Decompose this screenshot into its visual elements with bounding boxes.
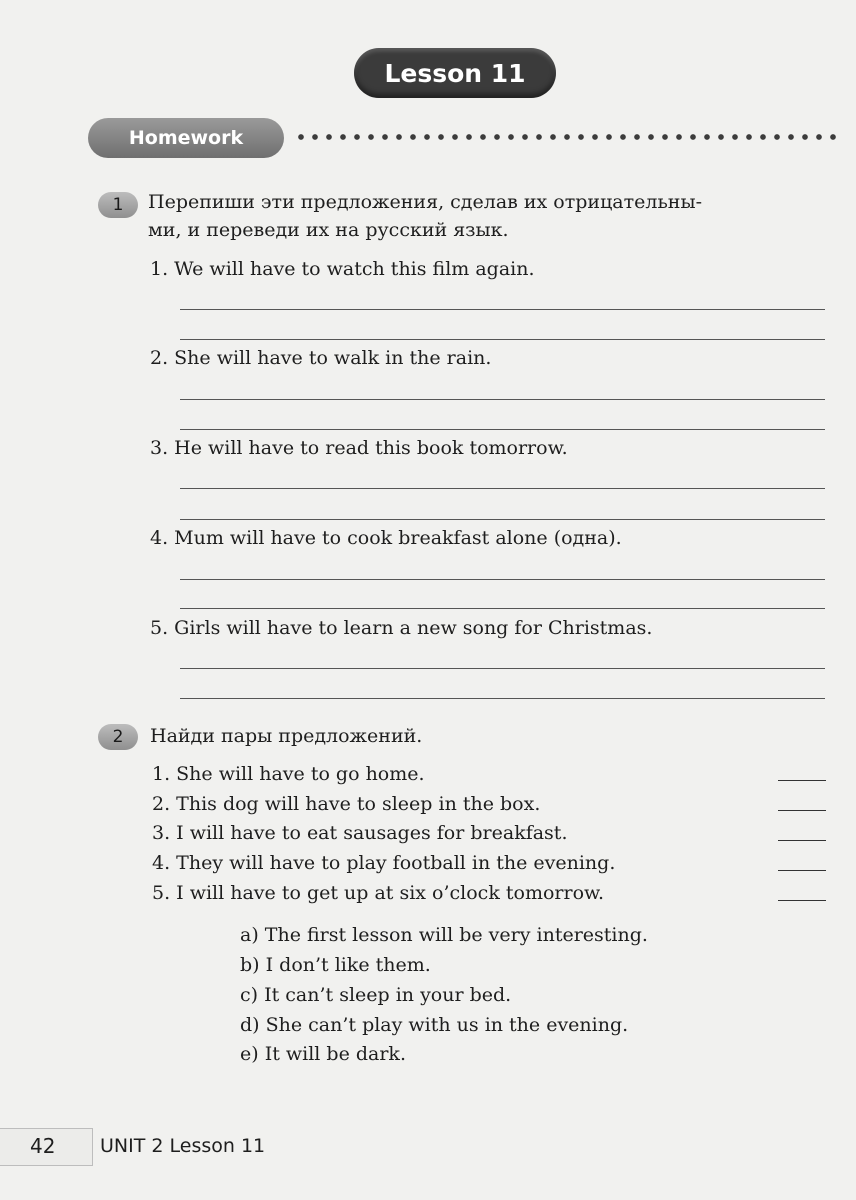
task-2-number-badge: [98, 724, 138, 750]
writing-line[interactable]: [180, 608, 825, 609]
task-1-number-badge: [98, 192, 138, 218]
task-2-number: 2: [112, 727, 124, 747]
task-1-instruction-line-2: ми, и переведи их на русский язык.: [148, 219, 509, 241]
writing-line[interactable]: [180, 339, 825, 340]
task-2-option-c: c) It can’t sleep in your bed.: [240, 984, 512, 1006]
task-2-sentence-4: 4. They will have to play football in the evening.: [152, 852, 616, 874]
task-1-sentence-3: 3. He will have to read this book tomorrow.: [150, 437, 568, 459]
page-number: 42: [30, 1134, 56, 1158]
homework-badge: [88, 118, 284, 158]
task-2-option-e: e) It will be dark.: [240, 1043, 406, 1065]
task-2-sentence-2: 2. This dog will have to sleep in the box.: [152, 793, 541, 815]
task-1-instruction-line-1: Перепиши эти предложения, сделав их отрицательны-: [148, 191, 702, 213]
answer-blank[interactable]: [778, 900, 826, 901]
writing-line[interactable]: [180, 579, 825, 580]
dotted-divider: [294, 133, 842, 141]
answer-blank[interactable]: [778, 840, 826, 841]
task-1-sentence-4: 4. Mum will have to cook breakfast alone (одна).: [150, 527, 622, 549]
writing-line[interactable]: [180, 488, 825, 489]
task-2-option-d: d) She can’t play with us in the evening.: [240, 1014, 629, 1036]
homework-label: Homework: [128, 127, 244, 149]
writing-line[interactable]: [180, 698, 825, 699]
task-2-sentence-1: 1. She will have to go home.: [152, 763, 425, 785]
writing-line[interactable]: [180, 309, 825, 310]
unit-label: UNIT 2 Lesson 11: [100, 1135, 266, 1157]
writing-line[interactable]: [180, 429, 825, 430]
task-1-sentence-2: 2. She will have to walk in the rain.: [150, 347, 492, 369]
answer-blank[interactable]: [778, 780, 826, 781]
task-2-option-a: a) The first lesson will be very interesting.: [240, 924, 648, 946]
writing-line[interactable]: [180, 519, 825, 520]
task-1-sentence-5: 5. Girls will have to learn a new song for Christmas.: [150, 617, 653, 639]
task-1-number: 1: [112, 195, 124, 215]
task-2-option-b: b) I don’t like them.: [240, 954, 431, 976]
writing-line[interactable]: [180, 399, 825, 400]
answer-blank[interactable]: [778, 870, 826, 871]
answer-blank[interactable]: [778, 810, 826, 811]
task-1-sentence-1: 1. We will have to watch this film again.: [150, 258, 535, 280]
writing-line[interactable]: [180, 668, 825, 669]
lesson-title-badge: [354, 48, 556, 98]
lesson-title: Lesson 11: [384, 58, 526, 88]
task-2-sentence-3: 3. I will have to eat sausages for breakfast.: [152, 822, 568, 844]
task-2-sentence-5: 5. I will have to get up at six o’clock tomorrow.: [152, 882, 605, 904]
task-2-instruction: Найди пары предложений.: [150, 725, 423, 747]
